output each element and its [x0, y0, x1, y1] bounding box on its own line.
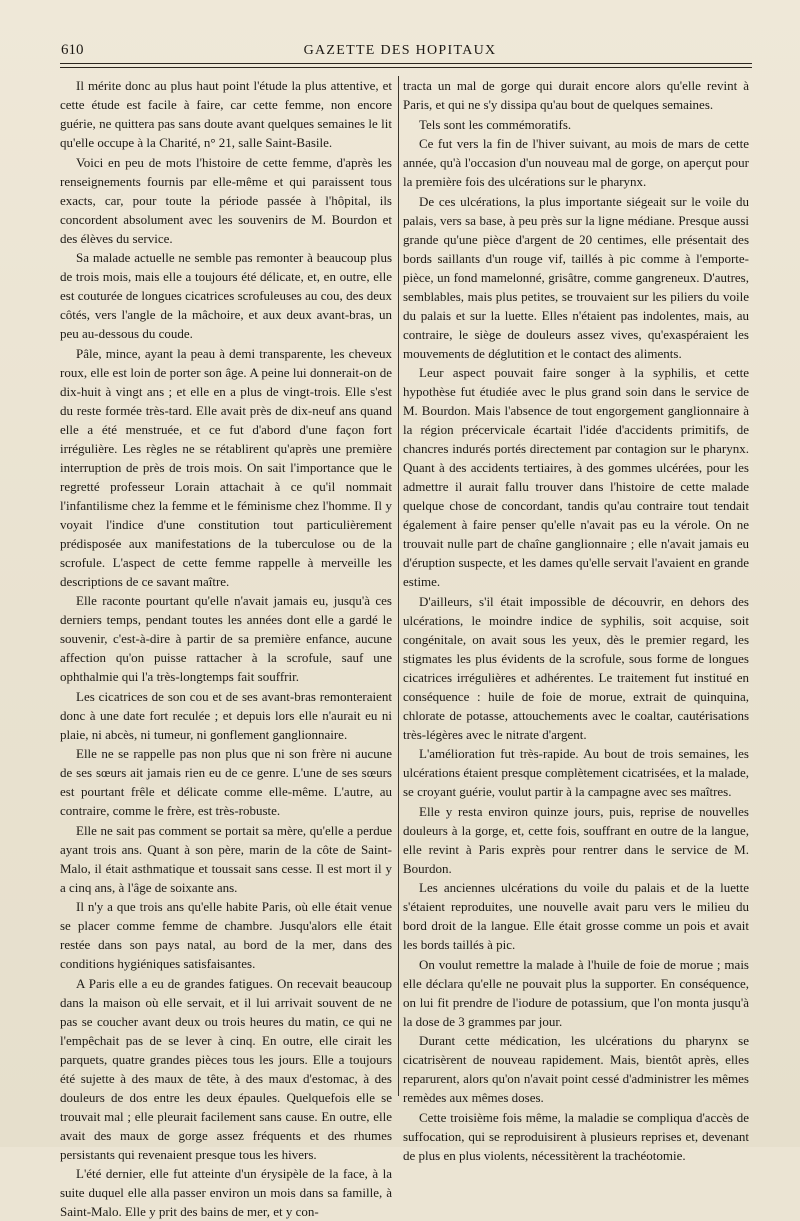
paragraph: D'ailleurs, s'il était impossible de découvrir, en dehors des ulcérations, le moindre indice de syphilis, soit acquise, soit congénitale, on avait sous les yeux, dès le premier regard, les stigmates les plus évidents de la scrofule, sous forme de longues cicatrices irrégulières et adhérentes. Le traitement fut institué en conséquence : huile de foie de morue, extrait de quinquina, chlorate de potasse, attouchements avec le coaltar, cautérisations très-légères avec le nitrate d'argent.: [403, 593, 749, 742]
paragraph: Les cicatrices de son cou et de ses avant-bras remonteraient donc à une date fort reculée ; et depuis lors elle n'aurait eu ni plaie, ni abcès, ni tumeur, ni gonflement ganglionnaire.: [60, 688, 392, 742]
paragraph: Elle y resta environ quinze jours, puis, reprise de nouvelles douleurs à la gorge, et, cette fois, souffrant en outre de la langue, elle revint à Paris exprès pour rentrer dans le service de M. Bourdon.: [403, 803, 749, 876]
paragraph: L'amélioration fut très-rapide. Au bout de trois semaines, les ulcérations étaient presque complètement cicatrisées, et la malade, se croyant guérie, voulut partir à la campagne avec ses maîtres.: [403, 746, 749, 799]
paragraph: Pâle, mince, ayant la peau à demi transparente, les cheveux roux, elle est loin de porter son âge. A peine lui donnerait-on de dix-huit à vingt ans ; et elle en a plus de vingt-trois. Elle s'est du reste formée très-tard. Elle avait près de dix-neuf ans quand elle a été menstruée, et ce fut d'abord d'une façon fort irrégulière. Les règles ne se rétablirent qu'après une première interruption de près de trois mois. On sait l'importance que le regretté professeur Lorain attachait à ce qu'il nommait l'infantilisme chez la femme et le féminisme chez l'homme. Il y voyait l'indice d'une constitution tout particulièrement prédisposée aux manifestations de la tuberculose ou de la scrofule. L'aspect de cette femme rappelle à merveille les descriptions de ce savant maître.: [60, 345, 392, 589]
paragraph: Voici en peu de mots l'histoire de cette femme, d'après les renseignements fournis par elle-même et qui paraissent tous exacts, car, pour toute la période passée à l'hôpital, ils concordent absolument avec les souvenirs de M. Bourdon et des élèves du service.: [60, 154, 392, 246]
page-header: [0, 36, 800, 66]
paragraph: Durant cette médication, les ulcérations du pharynx se cicatrisèrent de nouveau rapidement. Mais, bientôt après, elles reparurent, alors qu'on n'avait point cessé d'administrer les mêmes remèdes aux mêmes doses.: [403, 1033, 749, 1105]
paragraph: De ces ulcérations, la plus importante siégeait sur le voile du palais, vers sa base, à peu près sur la ligne médiane. Presque aussi grande qu'une pièce d'argent de 20 centimes, elle présentait des bords saillants d'un rouge vif, taillés à pic comme à l'emporte-pièce, un fond mamelonné, grisâtre, comme gangreneux. D'autres, semblables, mais plus petites, se trouvaient sur les piliers du voile du palais et sur la luette. Elles n'étaient pas indolentes, mais, au contraire, le siège de douleurs assez vives, qu'exaspéraient les mouvements de déglutition et le contact des aliments.: [403, 193, 749, 361]
paragraph: Sa malade actuelle ne semble pas remonter à beaucoup plus de trois mois, mais elle a toujours été délicate, et, en outre, elle est couturée de longues cicatrices scrofuleuses au cou, des deux côtés, vers l'angle de la mâchoire, et aux deux avant-bras, un peu au-dessous du coude.: [60, 250, 392, 341]
paragraph: Cette troisième fois même, la maladie se compliqua d'accès de suffocation, qui se reproduisirent à plusieurs reprises et, devenant de plus en plus violents, nécessitèrent la trachéotomie.: [403, 1109, 749, 1163]
paragraph: Elle ne se rappelle pas non plus que ni son frère ni aucune de ses sœurs ait jamais rien eu de ce genre. L'une de ses sœurs est pourtant frêle et délicate comme elle-même. L'autre, au contraire, comme le frère, est très-robuste.: [60, 746, 392, 818]
paragraph: Elle ne sait pas comment se portait sa mère, qu'elle a perdue ayant trois ans. Quant à son père, marin de la côte de Saint-Malo, il était asthmatique et toussait sans cesse. Il est mort il y a cinq ans, à l'âge de soixante ans.: [60, 822, 392, 895]
paragraph: L'été dernier, elle fut atteinte d'un érysipèle de la face, à la suite duquel elle alla passer environ un mois dans sa famille, à Saint-Malo. Elle y prit des bains de mer, et y con-: [60, 1166, 392, 1219]
paragraph: A Paris elle a eu de grandes fatigues. On recevait beaucoup dans la maison où elle servait, et il lui arrivait souvent de ne pas se coucher avant deux ou trois heures du matin, ce qui ne l'empêchait pas de se lever à cinq. En outre, elle cirait les parquets, quatre grandes pièces tous les jours. Elle a toujours été sujette à des maux de tête, à des maux d'estomac, à des douleurs de dos entre les deux épaules. Quelquefois elle se trouvait mal ; elle pleurait facilement sans cause. En outre, elle avait des maux de gorge assez fréquents et des rhumes persistants qui revenaient presque tous les hivers.: [60, 975, 392, 1162]
page-number: 610: [61, 42, 84, 58]
column-divider: [398, 76, 399, 1096]
left-column: [60, 76, 392, 1219]
paragraph: Ce fut vers la fin de l'hiver suivant, au mois de mars de cette année, qu'à l'occasion d'un nouveau mal de gorge, on aperçut pour la première fois des ulcérations sur le pharynx.: [403, 136, 749, 189]
header-rule: [60, 67, 752, 68]
header-rule: [60, 63, 752, 64]
paragraph: Il n'y a que trois ans qu'elle habite Paris, où elle était venue se placer comme femme de chambre. Jusqu'alors elle était restée dans son pays natal, au bord de la mer, dans des conditions hygiéniques satisfaisantes.: [60, 899, 392, 971]
paragraph: Elle raconte pourtant qu'elle n'avait jamais eu, jusqu'à ces derniers temps, pendant toutes les années dont elle a gardé le souvenir, c'est-à-dire à partir de sa première enfance, aucune affection qu'on puisse rattacher à la scrofule, sauf une ophthalmie qui l'a très-longtemps fait souffrir.: [60, 593, 392, 684]
journal-title: GAZETTE DES HOPITAUX: [303, 43, 497, 58]
right-column: [403, 76, 749, 1163]
paragraph: Leur aspect pouvait faire songer à la syphilis, et cette hypothèse fut étudiée avec le plus grand soin dans le service de M. Bourdon. Mais l'absence de tout engorgement ganglionnaire à la région précervicale écartait l'idée d'accidents primitifs, de chancres indurés portés directement par contagion sur le pharynx. Quant à des accidents tertiaires, à des gommes ulcérées, pour les admettre il aurait fallu trouver dans l'histoire de cette malade quelque chose de concordant, tandis qu'au contraire tout tendait également à faire penser qu'elle n'avait pas eu la vérole. On ne trouvait nulle part de chaîne ganglionnaire ; elle n'avait jamais eu d'éruption suspecte, et les dames qu'elle servait l'avaient en grande estime.: [403, 365, 749, 589]
paragraph: tracta un mal de gorge qui durait encore alors qu'elle revint à Paris, et qui ne s'y dissipa qu'au bout de quelques semaines.: [403, 78, 749, 112]
paragraph: Les anciennes ulcérations du voile du palais et de la luette s'étaient reproduites, une nouvelle avait paru vers le milieu du bord droit de la langue. Elle était grosse comme un pois et avait les bords taillés à pic.: [403, 880, 749, 952]
paragraph: Tels sont les commémoratifs.: [419, 116, 572, 132]
paragraph: On voulut remettre la malade à l'huile de foie de morue ; mais elle déclara qu'elle ne pouvait plus la supporter. En conséquence, on lui fit prendre de l'iodure de potassium, que l'on monta jusqu'à la dose de 3 grammes par jour.: [403, 956, 749, 1029]
paragraph: Il mérite donc au plus haut point l'étude la plus attentive, et cette étude est facile à faire, car cette femme, non encore guérie, ne quittera pas sans doute avant quelques semaines le lit qu'elle occupe à la Charité, n° 21, salle Saint-Basile.: [60, 78, 392, 150]
